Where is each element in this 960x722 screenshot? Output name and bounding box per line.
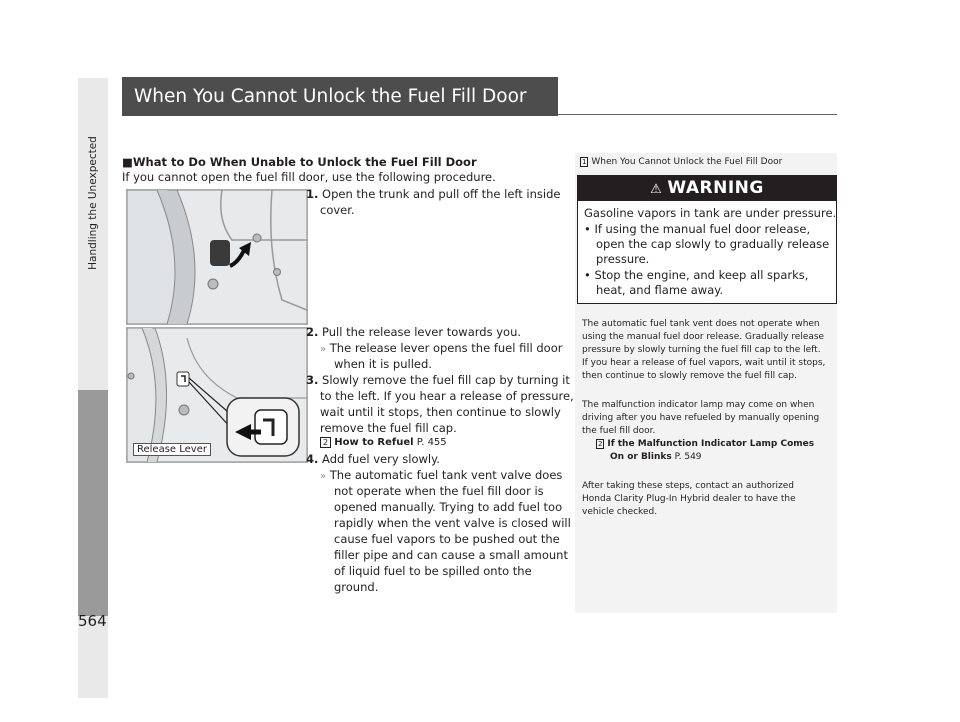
warning-bullet-2 (584, 268, 808, 284)
page-number: 564 (78, 612, 107, 630)
step-4-sub-l5: cause fuel vapors to be pushed out the (334, 532, 560, 546)
warning-b1-l1: If using the manual fuel door release, (594, 222, 811, 236)
mil-reference-page: P. 549 (674, 452, 702, 462)
note-p1-l3: pressure by slowly turning the fuel fill cap to the left. (582, 345, 821, 355)
side-note-heading-text: When You Cannot Unlock the Fuel Fill Door (591, 157, 783, 167)
release-lever-illustration (127, 328, 307, 462)
sub-arrow-icon: » (320, 471, 327, 482)
step-1 (306, 186, 560, 203)
step-4-sub-l3: opened manually. Trying to add fuel too (334, 500, 563, 514)
step-2 (306, 324, 521, 341)
note-p2-l1: The malfunction indicator lamp may come on when (582, 400, 815, 410)
warning-label: WARNING (667, 178, 764, 198)
reference-icon: 2 (598, 440, 603, 448)
bullet-icon: • (584, 268, 591, 282)
release-lever-label: Release Lever (133, 443, 211, 456)
note-p1-l2: using the manual fuel door release. Gradually release (582, 332, 825, 342)
step-4-sub-l8: ground. (334, 580, 379, 594)
sub-arrow-icon: » (320, 344, 327, 355)
warning-header (578, 176, 836, 201)
warning-box (577, 175, 837, 304)
warning-b1-l2: open the cap slowly to gradually release (596, 237, 830, 251)
mil-reference-l1: If the Malfunction Indicator Lamp Comes (607, 439, 815, 449)
refuel-reference-link[interactable] (320, 437, 447, 448)
refuel-reference-page: P. 455 (416, 437, 447, 448)
step-1-num: 1. (306, 187, 319, 201)
note-p3-l2: Honda Clarity Plug-In Hybrid dealer to have the (582, 494, 796, 504)
step-4-sub-l6: filler pipe and can cause a small amount (334, 548, 568, 562)
step-2-num: 2. (306, 325, 319, 339)
note-p1-l1: The automatic fuel tank vent does not operate when (582, 319, 820, 329)
mil-reference-link[interactable] (596, 438, 814, 452)
section-tab (78, 78, 108, 328)
step-4-num: 4. (306, 452, 319, 466)
step-4 (306, 451, 440, 468)
section-heading: ■What to Do When Unable to Unlock the Fuel Fill Door (122, 155, 477, 169)
step-3-text-l4: remove the fuel fill cap. (320, 421, 457, 435)
note-p1-l5: then continue to slowly remove the fuel fill cap. (582, 371, 797, 381)
note-p1-l4: If you hear a release of fuel vapors, wait until it stops, (582, 358, 826, 368)
mil-reference-l2-line[interactable] (610, 451, 702, 465)
note-p3-l3: vehicle checked. (582, 507, 658, 517)
side-note-heading (580, 157, 782, 167)
step-4-sub-l4: rapidly when the vent valve is closed will (334, 516, 571, 530)
step-2-text: Pull the release lever towards you. (322, 325, 522, 339)
note-icon: 1 (582, 158, 587, 166)
note-p2-l3: the fuel fill door. (582, 426, 656, 436)
warning-b2-l2: heat, and flame away. (596, 283, 724, 297)
step-1-text-l2: cover. (320, 203, 355, 217)
mil-reference-l2: On or Blinks (610, 452, 672, 462)
step-3-num: 3. (306, 373, 319, 387)
page-title-bar (122, 77, 558, 116)
section-tab-label: Handling the Unexpected (87, 136, 99, 270)
trunk-illustration (127, 190, 307, 324)
step-4-text: Add fuel very slowly. (322, 452, 440, 466)
warning-text-l1: Gasoline vapors in tank are under pressure. (584, 206, 837, 220)
step-4-sub-l2: not operate when the fuel fill door is (334, 484, 544, 498)
note-p3-l1: After taking these steps, contact an authorized (582, 481, 794, 491)
trunk-figure (126, 189, 308, 325)
intro-text: If you cannot open the fuel fill door, use the following procedure. (122, 170, 496, 184)
reference-icon: 2 (320, 437, 331, 448)
step-2-sub-l2: when it is pulled. (334, 357, 432, 371)
warning-b2-l1: Stop the engine, and keep all sparks, (594, 268, 809, 282)
step-2-sub-l1: The release lever opens the fuel fill door (329, 341, 563, 355)
step-3 (306, 372, 570, 389)
warning-triangle-icon: ⚠ (650, 182, 663, 197)
section-tab-marker (78, 390, 108, 616)
warning-bullet-1 (584, 222, 810, 238)
title-rule (558, 114, 837, 115)
step-3-text-l2: to the left. If you hear a release of pressure, (320, 389, 574, 403)
step-1-text-l1: Open the trunk and pull off the left inside (322, 187, 561, 201)
step-3-text-l3: wait until it stops, then continue to slowly (320, 405, 561, 419)
refuel-reference-title: How to Refuel (334, 437, 414, 448)
step-4-sub-l1: The automatic fuel tank vent valve does (329, 468, 563, 482)
step-4-sub-l7: of liquid fuel to be spilled onto the (334, 564, 532, 578)
bullet-icon: • (584, 222, 591, 236)
note-p2-l2: driving after you have refueled by manually opening (582, 413, 820, 423)
step-3-text-l1: Slowly remove the fuel fill cap by turning it (322, 373, 570, 387)
page-title: When You Cannot Unlock the Fuel Fill Door (134, 86, 527, 107)
warning-b1-l3: pressure. (596, 252, 650, 266)
